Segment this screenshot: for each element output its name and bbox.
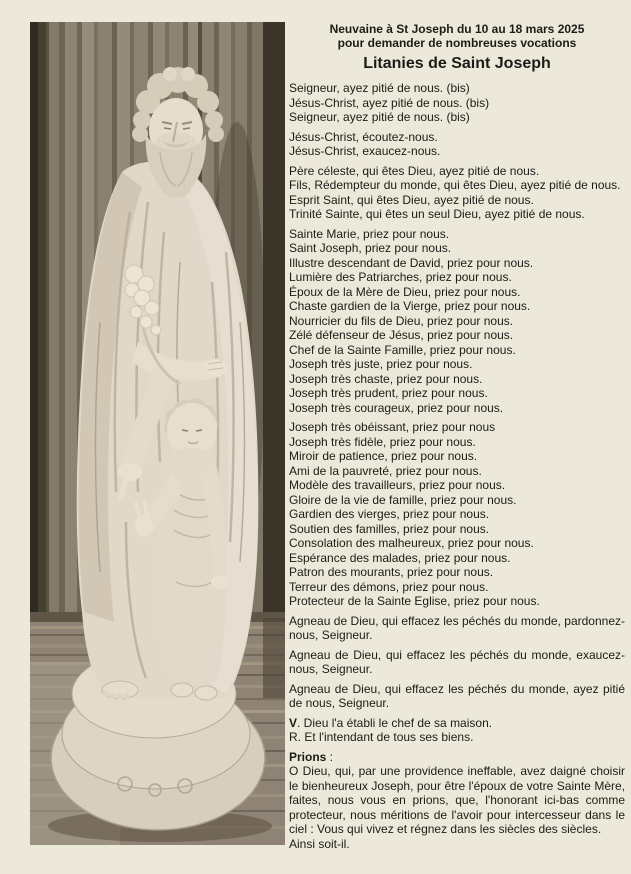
litany-line: Jésus-Christ, ayez pitié de nous. (bis) bbox=[289, 95, 490, 110]
litany-line: Sainte Marie, priez pour nous. bbox=[289, 226, 450, 241]
litany-line: Époux de la Mère de Dieu, priez pour nous. bbox=[289, 284, 521, 299]
litany-line: Saint Joseph, priez pour nous. bbox=[289, 241, 452, 255]
litany-line: Seigneur, ayez pitié de nous. (bis) bbox=[289, 81, 470, 95]
litany-line: Fils, Rédempteur du monde, qui êtes Dieu, ayez pitié de nous. bbox=[289, 178, 621, 192]
litany-line: Gardien des vierges, priez pour nous. bbox=[289, 507, 490, 521]
collect-prayer: O Dieu, qui, par une providence ineffable, avez daigné choisir le bienheureux Joseph, pour être l'époux de votre Sainte Mère, faites, nous vous en prions, que, l'honorant ici-bas comme protecteur, nous méritions de l'avoir pour intercesseur dans le ciel : Vous qui vivez et régnez dans les siècles des siècles. bbox=[289, 764, 625, 836]
litany-block-christ bbox=[289, 130, 625, 159]
versicle-line: V. Dieu l'a établi le chef de sa maison. bbox=[289, 715, 493, 730]
litany-line: Nourricier du fils de Dieu, priez pour nous. bbox=[289, 313, 514, 328]
litany-line: Patron des mourants, priez pour nous. bbox=[289, 565, 494, 579]
litany-line: Gloire de la vie de famille, priez pour nous. bbox=[289, 492, 517, 507]
prions-block bbox=[289, 750, 625, 852]
litany-line: Illustre descendant de David, priez pour nous. bbox=[289, 255, 534, 270]
litany-text-column bbox=[289, 14, 625, 856]
response-label: R bbox=[289, 730, 298, 744]
litany-line: Père céleste, qui êtes Dieu, ayez pitié de nous. bbox=[289, 163, 540, 178]
litany-block-invocations-2 bbox=[289, 420, 625, 609]
response-line: R. Et l'intendant de tous ses biens. bbox=[289, 730, 474, 744]
litany-block-trinity bbox=[289, 164, 625, 222]
litany-line: Protecteur de la Sainte Eglise, priez pour nous. bbox=[289, 594, 540, 608]
litany-line: Zélé défenseur de Jésus, priez pour nous. bbox=[289, 328, 514, 342]
litany-line: Modèle des travailleurs, priez pour nous. bbox=[289, 478, 506, 492]
litany-line: Chef de la Sainte Famille, priez pour nous. bbox=[289, 342, 516, 357]
litany-line: Joseph très chaste, priez pour nous. bbox=[289, 371, 483, 386]
litany-block-kyrie bbox=[289, 81, 625, 125]
versicle-block bbox=[289, 716, 625, 745]
page-title: Litanies de Saint Joseph bbox=[363, 55, 551, 72]
litany-line: Ami de la pauvreté, priez pour nous. bbox=[289, 463, 482, 478]
litany-line: Joseph très juste, priez pour nous. bbox=[289, 357, 473, 371]
agnus-dei-paragraph-2: Agneau de Dieu, qui effacez les péchés du monde, exaucez-nous, Seigneur. bbox=[289, 647, 625, 676]
litany-line: Chaste gardien de la Vierge, priez pour nous. bbox=[289, 299, 531, 313]
litany-line: Jésus-Christ, exaucez-nous. bbox=[289, 144, 441, 158]
agnus-dei-paragraph-1: Agneau de Dieu, qui effacez les péchés du monde, pardonnez-nous, Seigneur. bbox=[289, 613, 625, 642]
litany-line: Joseph très fidèle, priez pour nous. bbox=[289, 434, 476, 449]
prions-heading: Prions : bbox=[289, 749, 334, 764]
novena-header-line2: pour demander de nombreuses vocations bbox=[337, 36, 577, 50]
prions-label: Prions bbox=[289, 749, 327, 764]
novena-header-line1: Neuvaine à St Joseph du 10 au 18 mars 2025 bbox=[329, 22, 585, 36]
versicle-label: V bbox=[289, 715, 298, 730]
amen-line: Ainsi soit-il. bbox=[289, 836, 350, 851]
litany-line: Soutien des familles, priez pour nous. bbox=[289, 521, 490, 536]
litany-line: Jésus-Christ, écoutez-nous. bbox=[289, 129, 438, 144]
litany-line: Joseph très prudent, priez pour nous. bbox=[289, 386, 488, 400]
litany-line: Esprit Saint, qui êtes Dieu, ayez pitié de nous. bbox=[289, 192, 534, 207]
agnus-dei-paragraph-3: Agneau de Dieu, qui effacez les péchés du monde, ayez pitié de nous, Seigneur. bbox=[289, 681, 625, 710]
litany-line: Lumière des Patriarches, priez pour nous. bbox=[289, 270, 512, 284]
litany-line: Seigneur, ayez pitié de nous. (bis) bbox=[289, 110, 470, 124]
litany-line: Espérance des malades, priez pour nous. bbox=[289, 550, 511, 565]
litany-line: Joseph très obéissant, priez pour nous bbox=[289, 420, 496, 434]
litany-line: Joseph très courageux, priez pour nous. bbox=[289, 400, 504, 415]
statue-photo bbox=[30, 22, 285, 845]
litany-line: Miroir de patience, priez pour nous. bbox=[289, 449, 478, 463]
litany-line: Consolation des malheureux, priez pour nous. bbox=[289, 536, 534, 550]
litany-line: Trinité Sainte, qui êtes un seul Dieu, ayez pitié de nous. bbox=[289, 207, 585, 221]
litany-block-invocations-1 bbox=[289, 227, 625, 416]
litany-line: Terreur des démons, priez pour nous. bbox=[289, 579, 489, 594]
